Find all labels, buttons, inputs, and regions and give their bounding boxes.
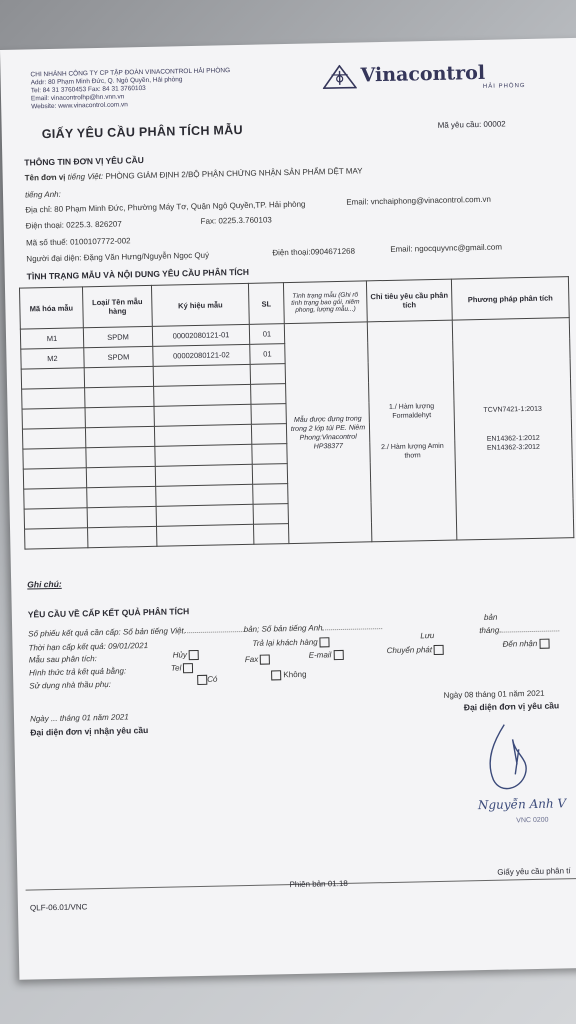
sample-qty: 01 xyxy=(250,344,285,365)
cancel-checkbox[interactable] xyxy=(189,650,199,660)
subcontract-label: Sử dụng nhà thầu phụ: xyxy=(29,679,111,691)
header-email: Email: vinacontrolhp@hn.vnn.vn xyxy=(30,93,125,103)
left-sign-date: Ngày ... tháng 01 năm 2021 xyxy=(29,712,129,724)
representative-line: Người đại diện: Đặng Văn Hưng/Nguyễn Ngọc Quý xyxy=(26,250,210,264)
tel-option[interactable] xyxy=(171,663,194,673)
header-address: Addr: 80 Phạm Minh Đức, Q. Ngô Quyền, Hải phòng xyxy=(30,76,183,87)
yes-label: Có xyxy=(207,674,218,684)
signer-stamp: VNC 0200 xyxy=(516,816,549,825)
version: Phiên bản 01.18 xyxy=(289,878,348,890)
rep-phone-line: Điện thoại:0904671268 xyxy=(272,246,356,258)
cancel-label: Hủy xyxy=(172,650,188,660)
unit-name: PHÒNG GIÁM ĐỊNH 2/BỘ PHẬN CHỨNG NHẬN SẢN PHẨM DỆT MAY xyxy=(105,166,363,181)
return-label: Trả lại khách hàng xyxy=(252,637,318,648)
right-sign-date: Ngày 08 tháng 01 năm 2021 xyxy=(443,688,545,700)
post-checkbox[interactable] xyxy=(434,645,444,655)
month-line xyxy=(479,624,559,635)
col-header: Ký hiệu mẫu xyxy=(151,283,249,326)
delivery-label: Hình thức trả kết quả bằng: xyxy=(28,666,127,678)
tax-line: Mã số thuế: 0100107772-002 xyxy=(25,236,131,248)
cancel-option[interactable] xyxy=(173,650,199,661)
analysis-criteria xyxy=(367,320,457,542)
email-option-label: E-mail xyxy=(308,650,332,660)
month-label: tháng xyxy=(479,625,500,636)
unit-name-line xyxy=(25,166,363,182)
email-checkbox[interactable] xyxy=(333,650,343,660)
footer-page-title: Giấy yêu cầu phân tí xyxy=(497,866,571,877)
col-header: SL xyxy=(248,283,284,325)
vinacontrol-logo xyxy=(322,61,526,91)
note-label: Ghi chú: xyxy=(27,578,62,590)
handwritten-signature xyxy=(474,719,556,801)
scales-logo-icon xyxy=(322,65,356,90)
phone-line: Điện thoại: 0225.3. 826207 xyxy=(25,219,122,231)
yes-option[interactable] xyxy=(195,675,217,685)
result-section-heading: YÊU CẦU VỀ CẤP KẾT QUẢ PHÂN TÍCH xyxy=(27,606,190,620)
unit-lang-vi: tiếng Việt: xyxy=(67,171,104,182)
return-option[interactable] xyxy=(252,637,329,649)
fax-option[interactable] xyxy=(245,654,271,665)
direct-option[interactable] xyxy=(502,639,549,650)
header-company: CHI NHÁNH CÔNG TY CP TẬP ĐOÀN VINACONTROL HẢI PHÒNG xyxy=(30,67,231,79)
sample-code: M1 xyxy=(20,328,83,349)
brand-name: Vinacontrol xyxy=(360,61,486,87)
no-checkbox[interactable] xyxy=(271,670,281,680)
col-header: Loại/ Tên mẫu hàng xyxy=(82,285,152,327)
sample-id: 00002080121-01 xyxy=(152,324,249,346)
copies-end: bản xyxy=(483,612,498,622)
post-label: Chuyển phát xyxy=(386,645,433,656)
email-option[interactable] xyxy=(309,650,344,661)
document-page xyxy=(0,37,576,979)
address-line: Địa chỉ: 80 Phạm Minh Đức, Phường Máy Tơ, Quận Ngô Quyền,TP. Hải phòng xyxy=(25,199,306,215)
copies-line xyxy=(28,622,383,638)
col-header: Phương pháp phân tích xyxy=(451,277,569,320)
col-header: Tình trạng mẫu (Ghi rõ tình trạng bao gói, niêm phong, lượng mẫu...) xyxy=(283,281,367,324)
method-1: TCVN7421-1:2013 xyxy=(483,405,542,414)
tel-label: Tel xyxy=(170,663,182,673)
criteria-1: 1./ Hàm lượng Formaldehyt xyxy=(388,402,435,420)
header-website: Website: www.vinacontrol.com.vn xyxy=(31,101,128,111)
sample-type: SPDM xyxy=(83,326,152,347)
direct-checkbox[interactable] xyxy=(539,639,549,649)
sample-code: M2 xyxy=(21,348,84,369)
post-option[interactable] xyxy=(387,645,445,656)
fax-label: Fax xyxy=(244,654,259,665)
fax-checkbox[interactable] xyxy=(260,654,270,664)
sample-type: SPDM xyxy=(84,346,153,367)
form-code: QLF-06.01/VNC xyxy=(29,902,88,913)
tel-checkbox[interactable] xyxy=(183,663,193,673)
fax-line: Fax: 0225.3.760103 xyxy=(200,215,272,226)
return-checkbox[interactable] xyxy=(320,637,330,647)
yes-checkbox[interactable] xyxy=(197,675,207,685)
unit-lang-en: tiếng Anh: xyxy=(24,189,61,200)
no-option[interactable] xyxy=(269,670,307,681)
sample-id: 00002080121-02 xyxy=(153,344,250,366)
sample-qty: 01 xyxy=(249,324,284,345)
direct-label: Đến nhận xyxy=(502,638,538,649)
method-2a: EN14362-1:2012 xyxy=(486,434,540,443)
col-header: Chỉ tiêu yêu cầu phân tích xyxy=(366,279,452,322)
order-info-heading: THÔNG TIN ĐƠN VỊ YÊU CẦU xyxy=(24,155,144,168)
signer-name: Nguyễn Anh V xyxy=(477,796,567,813)
right-sign-title: Đại diện đơn vị yêu cầu xyxy=(463,700,560,713)
unit-label: Tên đơn vị xyxy=(24,172,66,183)
criteria-2: 2./ Hàm lượng Amin thơm xyxy=(381,442,444,460)
deadline-line: Thời hạn cấp kết quả: 09/01/2021 xyxy=(28,641,149,653)
rep-email-line: Email: ngocquyvnc@gmail.com xyxy=(390,242,503,254)
copies-vi: Số phiếu kết quả cần cấp: Số bản tiếng Việt xyxy=(28,626,184,639)
col-header: Mã hóa mẫu xyxy=(19,287,83,329)
brand-subtitle: HẢI PHÒNG xyxy=(482,83,526,90)
header-phone: Tel: 84 31 3760453 Fax: 84 31 3760103 xyxy=(30,84,146,95)
sample-condition: Mẫu được đựng trong trong 2 lớp túi PE. Niêm Phong:Vinacontrol HP38377 xyxy=(284,322,372,544)
document-title: GIẤY YÊU CẦU PHÂN TÍCH MẪU xyxy=(41,122,243,142)
request-code: Mã yêu cầu: 00002 xyxy=(437,119,506,130)
sample-after-label: Mẫu sau phân tích: xyxy=(28,654,97,665)
keep-label: Lưu xyxy=(420,631,435,641)
left-sign-title: Đại diện đơn vị nhận yêu cầu xyxy=(30,725,149,738)
method-2b: EN14362-3:2012 xyxy=(486,443,540,452)
company-header xyxy=(30,67,230,111)
no-label: Không xyxy=(283,669,307,680)
sample-section-heading: TÌNH TRẠNG MẪU VÀ NỘI DUNG YÊU CẦU PHÂN TÍCH xyxy=(26,266,250,282)
sample-table xyxy=(19,276,574,549)
copies-en: bản; Số bản tiếng Anh xyxy=(243,623,323,635)
analysis-methods xyxy=(452,318,574,540)
email-line: Email: vnchaiphong@vinacontrol.com.vn xyxy=(346,194,491,207)
